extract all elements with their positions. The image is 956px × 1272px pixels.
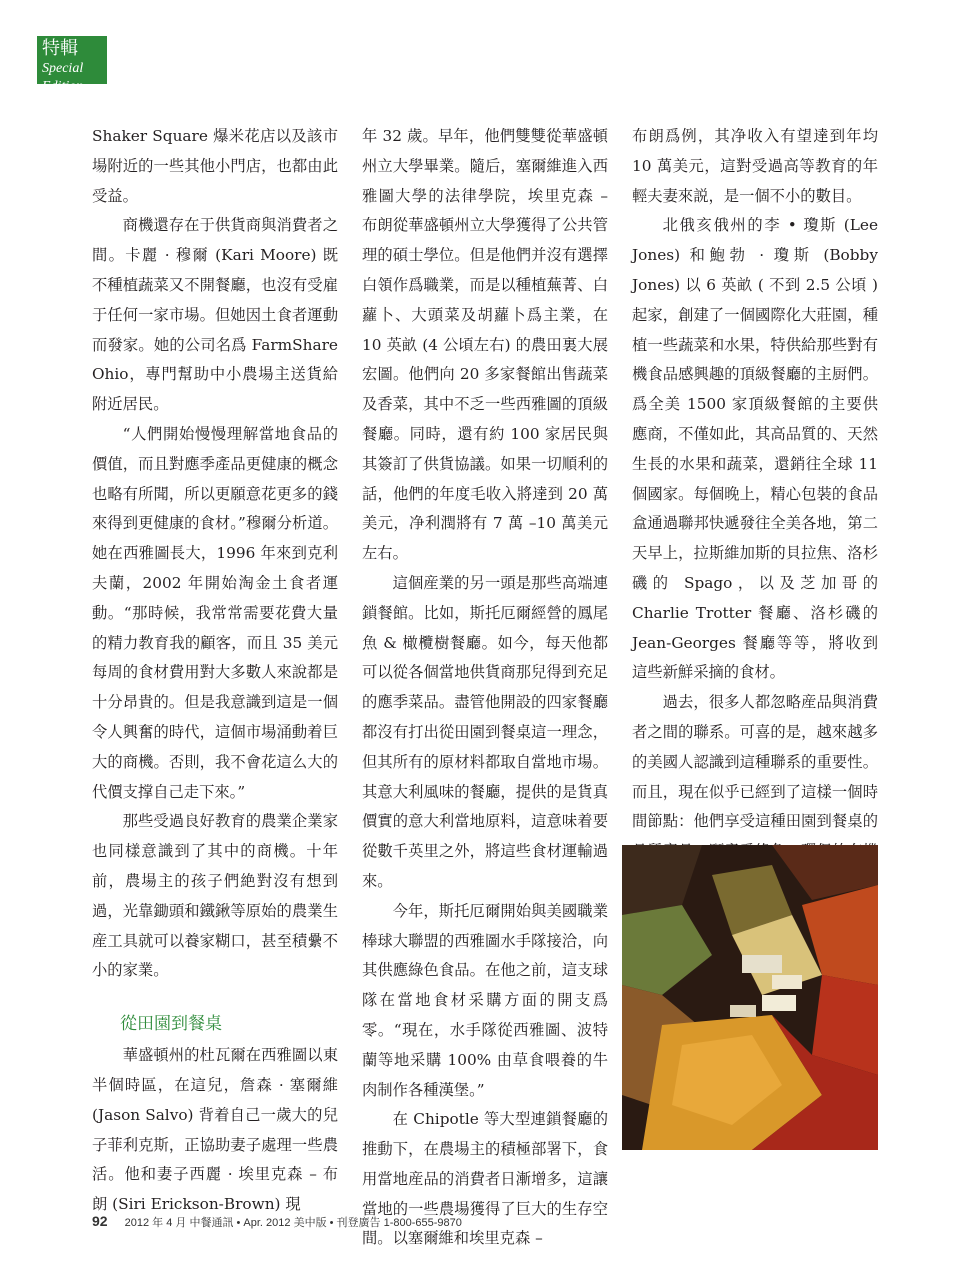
paragraph: 過去，很多人都忽略産品與消費者之間的聯系。可喜的是，越來越多的美國人認識到這種聯系的重要性。而且，現在似乎已經到了這樣一個時間節點：他們享受這種田園到餐桌的 <box>632 693 878 831</box>
text-column-3 <box>632 122 878 897</box>
spice-market-illustration <box>622 845 878 1150</box>
page-footer <box>92 1213 462 1230</box>
text-column-2 <box>362 122 608 1254</box>
paragraph: 這個産業的另一頭是那些高端連鎖餐館。比如，斯托厄爾經營的鳳尾魚 & 橄欖樹餐廳。如今，每天他都可以從各個當地供貨商那兒得到充足的應季菜品。盡管他開設的四家餐廳都沒有打出從田園到餐桌這一理念，但其所有的原材料都取自當地市場。其意大利風味的餐廳，提供的是貨真價實的意大利當地原料，這意味着要從數千英里之外，將這些食材運輸過來。 <box>362 573 608 890</box>
text-column-1 <box>92 122 338 1220</box>
spice-market-photo <box>622 845 878 1150</box>
section-heading: 從田園到餐桌 <box>120 1014 222 1035</box>
paragraph: Shaker Square 爆米花店以及該市場附近的一些其他小門店，也都由此受益。 <box>92 127 338 205</box>
paragraph: 商機還存在于供貨商與消費者之間。卡麗 · 穆爾 (Kari Moore) 既不種植蔬菜又不開餐廳，也沒有受雇于任何一家市場。但她因土食者運動而發家。她的公司名爲 FarmShare Ohio，專門幫助中小農場主送貨給附近居民。 <box>92 216 338 414</box>
paragraph: 今年，斯托厄爾開始與美國職業棒球大聯盟的西雅圖水手隊接洽，向其供應綠色食品。在他之前，這支球隊在當地食材采購方面的開支爲零。“現在，水手隊從西雅圖、波特蘭等地采購 100% 由草食喂養的牛肉制作各種漢堡。” <box>362 901 608 1099</box>
paragraph: 在 Chipotle 等大型連鎖餐廳的推動下，在農場主的積極部署下，食用當地産品的消費者日漸增多，這讓當地的一些農場獲得了巨大的生存空間。以塞爾維和埃里克森 – <box>362 1110 608 1248</box>
paragraph: 布朗爲例，其净收入有望達到年均 10 萬美元，這對受過高等教育的年輕夫妻來説，是一個不小的數目。 <box>632 127 878 205</box>
section-title: 特輯 <box>42 38 78 59</box>
paragraph: 北俄亥俄州的李 • 瓊斯 (Lee Jones) 和鮑勃 · 瓊斯 (Bobby Jones) 以 6 英畝 ( 不到 2.5 公頃 ) 起家，創建了一個國際化大莊園，種植一些蔬菜和水果，特供給那些對有機食品感興趣的頂級餐廳的主厨們。爲全美 1500 家頂級餐館的主要供應商，不僅如此，其高品質的、天然生長的水果和蔬菜，還銷往全球 11 個國家。每個晚上，精心包裝的食品盒通過聯邦快遞發往全美各地，第二天早上，拉斯維加斯的貝拉焦、洛杉磯的 Spago，以及芝加哥的 Charlie Trotter 餐廳、洛杉磯的 Jean-Georges 餐廳等等，將收到這些新鮮采摘的食材。 <box>632 216 878 682</box>
section-tab <box>37 36 107 94</box>
paragraph: 年 32 歲。早年，他們雙雙從華盛頓州立大學畢業。隨后，塞爾維進入西雅圖大學的法律學院，埃里克森 – 布朗從華盛頓州立大學獲得了公共管理的碩士學位。但是他們并沒有選擇白領作爲職業，而是以種植蕪菁、白蘿卜、大頭菜及胡蘿卜爲主業，在 10 英畝 (4 公頃左右) 的農田裏大展宏圖。他們向 20 多家餐館出售蔬菜及香菜，其中不乏一些西雅圖的頂級餐廳。同時，還有約 100 家居民與其簽訂了供貨協議。如果一切順利的話，他們的年度毛收入將達到 20 萬美元，净利潤將有 7 萬 –10 萬美元左右。 <box>362 127 608 563</box>
page-number: 92 <box>92 1213 108 1229</box>
paragraph: 華盛頓州的杜瓦爾在西雅圖以東半個時區，在這兒，詹森 · 塞爾維 (Jason Salvo) 背着自己一歲大的兒子菲利克斯，正協助妻子處理一些農活。他和妻子西麗 · 埃里克森 – 布朗 (Siri Erickson-Brown) 現 <box>92 1046 338 1214</box>
paragraph: “人們開始慢慢理解當地食品的價值，而且對應季產品更健康的概念也略有所聞，所以更願意花更多的錢來得到更健康的食材。”穆爾分析道。她在西雅圖長大，1996 年來到克利夫蘭，2002 年開始淘金土食者運動。“那時候，我常常需要花費大量的精力教育我的顧客，而且 35 美元每周的食材費用對大多數人來說都是十分昂貴的。但是我意識到這是一個令人興奮的時代，這個市場涌動着巨大的商機。否則，我不會花這么大的代價支撑自己走下來。” <box>92 424 338 801</box>
section-subtitle: Special Edition <box>42 61 84 94</box>
paragraph: 那些受過良好教育的農業企業家也同樣意識到了其中的商機。十年前，農場主的孩子們絶對沒有想到過，光靠鋤頭和鐵鍬等原始的農業生産工具就可以養家糊口，甚至積纍不小的家業。 <box>92 812 338 980</box>
footer-text: 2012 年 4 月 中餐通訊 • Apr. 2012 美中版 • 刊登廣告 1-800-655-9870 <box>124 1217 462 1229</box>
